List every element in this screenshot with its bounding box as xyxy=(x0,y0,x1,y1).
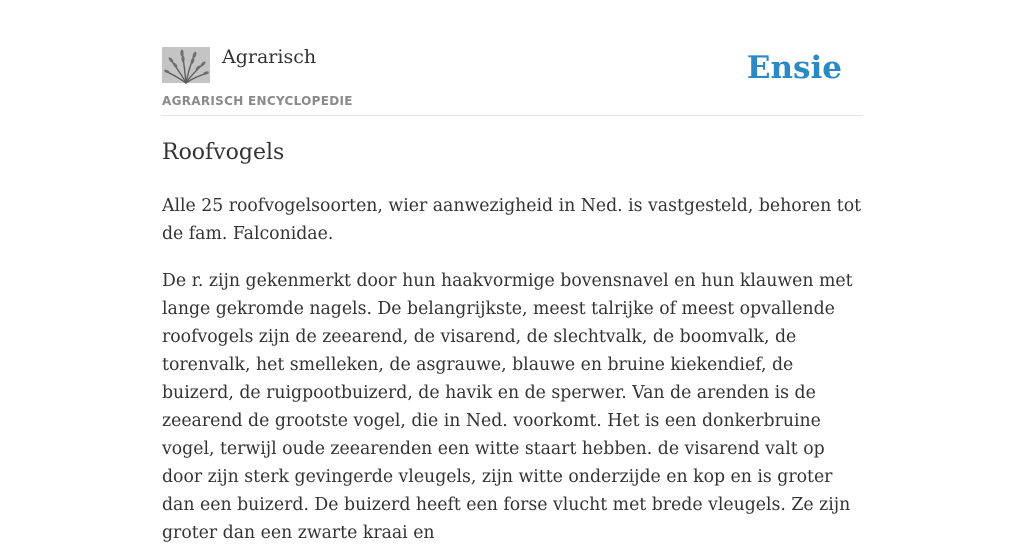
article-title: Roofvogels xyxy=(162,140,285,165)
article-paragraph: Alle 25 roofvogelsoorten, wier aanwezigheid in Ned. is vastgesteld, behoren tot de fam. Falconidae. xyxy=(162,196,862,244)
source-subtitle[interactable]: AGRARISCH ENCYCLOPEDIE xyxy=(162,94,353,108)
article-paragraph: De r. zijn gekenmerkt door hun haakvormige bovensnavel en hun klauwen met lange gekromde nagels. De belangrijkste, meest talrijke of meest opvallende roofvogels zijn de zeearend, de visarend, de slechtvalk, de boomvalk, de torenvalk, het smelleken, de asgrauwe, blauwe en bruine kiekendief, de buizerd, de ruigpootbuizerd, de havik en de sperwer. Van de arenden is de zeearend de grootste vogel, die in Ned. voorkomt. Het is een donkerbruine vogel, terwijl oude zeearenden een witte staart hebben. de visarend valt op door zijn sterk gevingerde vleugels, zijn witte onderzijde en kop en is groter dan een buizerd. De buizerd heeft een forse vlucht met brede vleugels. Ze zijn groter dan een zwarte kraai en xyxy=(162,271,853,543)
ensie-logo-link[interactable]: Ensie xyxy=(746,50,842,86)
wheat-icon[interactable] xyxy=(162,47,210,83)
content-column xyxy=(162,0,862,543)
header xyxy=(162,0,862,116)
source-title[interactable]: Agrarisch xyxy=(222,46,317,68)
